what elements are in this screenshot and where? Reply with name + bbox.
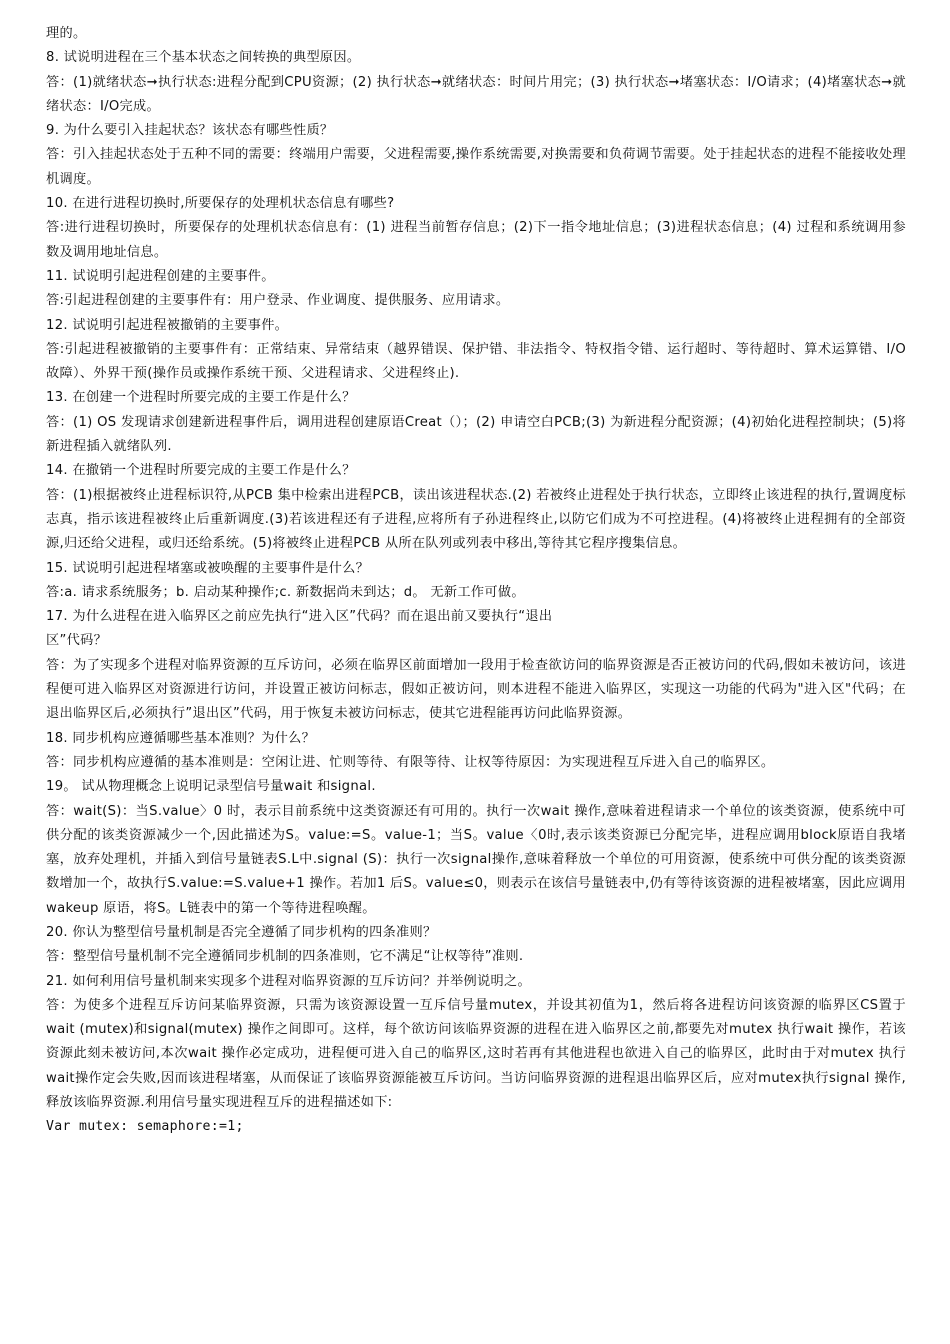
question-9: 9. 为什么要引入挂起状态？该状态有哪些性质？ [46, 123, 334, 139]
answer-15: 答:a. 请求系统服务；b. 启动某种操作;c. 新数据尚未到达；d。 无新工作可做。 [46, 584, 525, 600]
question-17: 17. 为什么进程在进入临界区之前应先执行“进入区”代码？而在退出前又要执行“退出 [46, 609, 553, 625]
question-15: 15. 试说明引起进程堵塞或被唤醒的主要事件是什么？ [46, 560, 370, 576]
question-20: 20. 你认为整型信号量机制是否完全遵循了同步机构的四条准则？ [46, 924, 437, 940]
question-18: 18. 同步机构应遵循哪些基本准则？为什么？ [46, 730, 316, 746]
code-line: Var mutex: semaphore:=1; [46, 1119, 244, 1135]
answer-11: 答:引起进程创建的主要事件有：用户登录、作业调度、提供服务、应用请求。 [46, 293, 510, 309]
question-12: 12. 试说明引起进程被撤销的主要事件。 [46, 317, 289, 333]
question-19: 19。 试从物理概念上说明记录型信号量wait 和signal. [46, 779, 376, 795]
question-10: 10. 在进行进程切换时,所要保存的处理机状态信息有哪些? [46, 196, 395, 212]
answer-13: 答：(1) OS 发现请求创建新进程事件后，调用进程创建原语Creat（）；(2) 申请空白PCB;(3) 为新进程分配资源；(4)初始化进程控制块；(5)将新进程插入就绪队列. [46, 414, 906, 455]
answer-21: 答：为使多个进程互斥访问某临界资源，只需为该资源设置一互斥信号量mutex，并设其初值为1，然后将各进程访问该资源的临界区CS置于wait (mutex)和signal(mutex) 操作之间即可。这样，每个欲访问该临界资源的进程在进入临界区之前,都要先对mutex 执行wait 操作，若该资源此刻未被访问,本次wait 操作必定成功，进程便可进入自己的临界区,这时若再有其他进程也欲进入自己的临界区，此时由于对mutex 执行wait操作定会失败,因而该进程堵塞，从而保证了该临界资源能被互斥访问。当访问临界资源的进程退出临界区后，应对mutex执行signal 操作,释放该临界资源.利用信号量实现进程互斥的进程描述如下: [46, 997, 906, 1111]
answer-17: 答：为了实现多个进程对临界资源的互斥访问，必须在临界区前面增加一段用于检查欲访问的临界资源是否正被访问的代码,假如未被访问，该进程便可进入临界区对资源进行访问，并设置正被访问标志，假如正被访问，则本进程不能进入临界区，实现这一功能的代码为"进入区"代码；在退出临界区后,必须执行”退出区”代码，用于恢复未被访问标志，使其它进程能再访问此临界资源。 [46, 657, 906, 722]
answer-10: 答:进行进程切换时，所要保存的处理机状态信息有：(1) 进程当前暂存信息；(2)下一指令地址信息；(3)进程状态信息；(4) 过程和系统调用参数及调用地址信息。 [46, 220, 906, 260]
answer-continuation: 理的。 [46, 26, 87, 41]
answer-18: 答：同步机构应遵循的基本准则是：空闲让进、忙则等待、有限等待、让权等待原因：为实现进程互斥进入自己的临界区。 [46, 754, 775, 770]
question-14: 14. 在撤销一个进程时所要完成的主要工作是什么？ [46, 463, 356, 479]
question-8: 8. 试说明进程在三个基本状态之间转换的典型原因。 [46, 50, 361, 66]
answer-12: 答:引起进程被撤销的主要事件有：正常结束、异常结束（越界错误、保护错、非法指令、特权指令错、运行超时、等待超时、算术运算错、I/O 故障）、外界干预(操作员或操作系统干预、父进程请求、父进程终止). [46, 341, 906, 382]
question-11: 11. 试说明引起进程创建的主要事件。 [46, 268, 275, 284]
answer-19: 答：wait(S)：当S.value〉0 时，表示目前系统中这类资源还有可用的。执行一次wait 操作,意味着进程请求一个单位的该类资源，使系统中可供分配的该类资源减少一个,因此描述为S。value:=S。value-1；当S。value〈0时,表示该类资源已分配完毕，进程应调用block原语自我堵塞，放弃处理机，并插入到信号量链表S.L中.signal (S)：执行一次signal操作,意味着释放一个单位的可用资源，使系统中可供分配的该类资源数增加一个，故执行S.value:=S.value+1 操作。若加1 后S。value≤0，则表示在该信号量链表中,仍有等待该资源的进程被堵塞，因此应调用wakeup 原语，将S。L链表中的第一个等待进程唤醒。 [46, 803, 906, 916]
answer-20: 答：整型信号量机制不完全遵循同步机制的四条准则，它不满足“让权等待”准则. [46, 949, 524, 965]
answer-9: 答：引入挂起状态处于五种不同的需要：终端用户需要，父进程需要,操作系统需要,对换需要和负荷调节需要。处于挂起状态的进程不能接收处理机调度。 [46, 147, 906, 187]
question-21: 21. 如何利用信号量机制来实现多个进程对临界资源的互斥访问？并举例说明之。 [46, 973, 531, 989]
document-body [46, 22, 906, 1140]
question-13: 13. 在创建一个进程时所要完成的主要工作是什么？ [46, 390, 356, 406]
answer-14: 答：(1)根据被终止进程标识符,从PCB 集中检索出进程PCB，读出该进程状态.(2) 若被终止进程处于执行状态，立即终止该进程的执行,置调度标志真，指示该进程被终止后重新调度.(3)若该进程还有子进程,应将所有子孙进程终止,以防它们成为不可控进程。(4)将被终止进程拥有的全部资源,归还给父进程，或归还给系统。(5)将被终止进程PCB 从所在队列或列表中移出,等待其它程序搜集信息。 [46, 487, 906, 552]
question-17-continued: 区”代码？ [46, 633, 108, 649]
answer-8: 答：(1)就绪状态➞执行状态:进程分配到CPU资源；(2) 执行状态➞就绪状态：时间片用完；(3) 执行状态➞堵塞状态：I/O请求；(4)堵塞状态➞就绪状态：I/O完成。 [46, 74, 906, 114]
